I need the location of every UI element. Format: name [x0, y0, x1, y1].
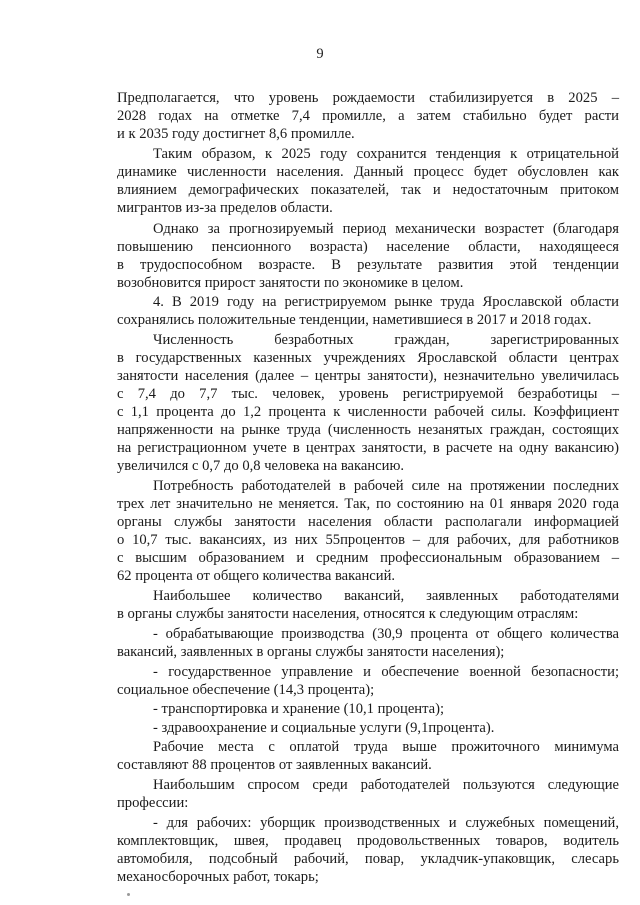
text-line: Потребность работодателей в рабочей силе на протяжении последних — [153, 478, 619, 494]
text-line: Таким образом, к 2025 году сохранится тенденция к отрицательной — [153, 146, 619, 162]
page-number: 9 — [316, 46, 324, 62]
text-line: о 10,7 тыс. вакансиях, из них 55процентов – для рабочих, для работников — [117, 532, 619, 548]
text-line: Численность безработных граждан, зарегистрированных — [153, 332, 619, 348]
text-line: сохранялись положительные тенденции, наметившиеся в 2017 и 2018 годах. — [117, 312, 592, 328]
text-line: на регистрационном учете в центрах занятости, в расчете на одну вакансию) — [117, 440, 619, 456]
text-line: Однако за прогнозируемый период механически возрастет (благодаря — [153, 221, 619, 237]
text-line: механосборочных работ, токарь; — [117, 869, 319, 885]
text-line: и к 2035 году достигнет 8,6 промилле. — [117, 126, 355, 142]
list-item: - для рабочих: уборщик производственных и служебных помещений, — [153, 815, 619, 831]
list-item: - обрабатывающие производства (30,9 процента от общего количества — [153, 626, 619, 642]
text-line: с 1,1 процента до 1,2 процента к численности рабочей силы. Коэффициент — [117, 404, 619, 420]
list-item: - транспортировка и хранение (10,1 процента); — [153, 701, 445, 717]
text-line: составляют 88 процентов от заявленных вакансий. — [117, 757, 432, 773]
text-line: в органы службы занятости населения, относятся к следующим отраслям: — [117, 606, 579, 622]
text-line: трех лет значительно не меняется. Так, по состоянию на 01 января 2020 года — [117, 496, 619, 512]
text-line: Рабочие места с оплатой труда выше прожиточного минимума — [153, 739, 619, 755]
text-line: автомобиля, подсобный рабочий, повар, укладчик-упаковщик, слесарь — [117, 851, 619, 867]
text-line: Наибольшим спросом среди работодателей пользуются следующие — [153, 777, 619, 793]
text-line: в государственных казенных учреждениях Ярославской области центрах — [117, 350, 619, 366]
text-line: повышению пенсионного возраста) население области, находящееся — [117, 239, 619, 255]
text-line: Предполагается, что уровень рождаемости стабилизируется в 2025 – — [117, 90, 619, 106]
text-line: увеличился с 0,7 до 0,8 человека на вакансию. — [117, 458, 405, 474]
text-line: занятости населения (далее – центры занятости), незначительно увеличилась — [117, 368, 619, 384]
text-line: комплектовщик, швея, продавец продовольственных товаров, водитель — [117, 833, 619, 849]
list-item: - здравоохранение и социальные услуги (9,1процента). — [153, 720, 495, 736]
text-line: органы службы занятости населения области располагали информацией — [117, 514, 619, 530]
text-line: Наибольшее количество вакансий, заявленных работодателями — [153, 588, 619, 604]
text-line: социальное обеспечение (14,3 процента); — [117, 682, 375, 698]
text-line: 4. В 2019 году на регистрируемом рынке труда Ярославской области — [153, 294, 619, 310]
scan-speck — [127, 893, 130, 896]
text-line: возобновится прирост занятости по экономике в целом. — [117, 275, 464, 291]
text-line: с высшим образованием и средним профессиональным образованием – — [117, 550, 619, 566]
text-line: мигрантов из-за пределов области. — [117, 200, 333, 216]
text-line: с 7,4 до 7,7 тыс. человек, уровень регистрируемой безработицы – — [117, 386, 619, 402]
text-line: влиянием демографических показателей, так и недостаточным притоком — [117, 182, 619, 198]
text-line: 2028 годах на отметке 7,4 промилле, а затем стабильно будет расти — [117, 108, 619, 124]
text-line: напряженности на рынке труда (численность незанятых граждан, состоящих — [117, 422, 619, 438]
text-line: в трудоспособном возрасте. В результате развития этой тенденции — [117, 257, 619, 273]
text-line: 62 процента от общего количества вакансий. — [117, 568, 396, 584]
list-item: - государственное управление и обеспечение военной безопасности; — [153, 664, 619, 680]
text-line: динамике численности населения. Данный процесс будет обусловлен как — [117, 164, 619, 180]
text-line: вакансий, заявленных в органы службы занятости населения); — [117, 644, 505, 660]
text-line: профессии: — [117, 795, 189, 811]
